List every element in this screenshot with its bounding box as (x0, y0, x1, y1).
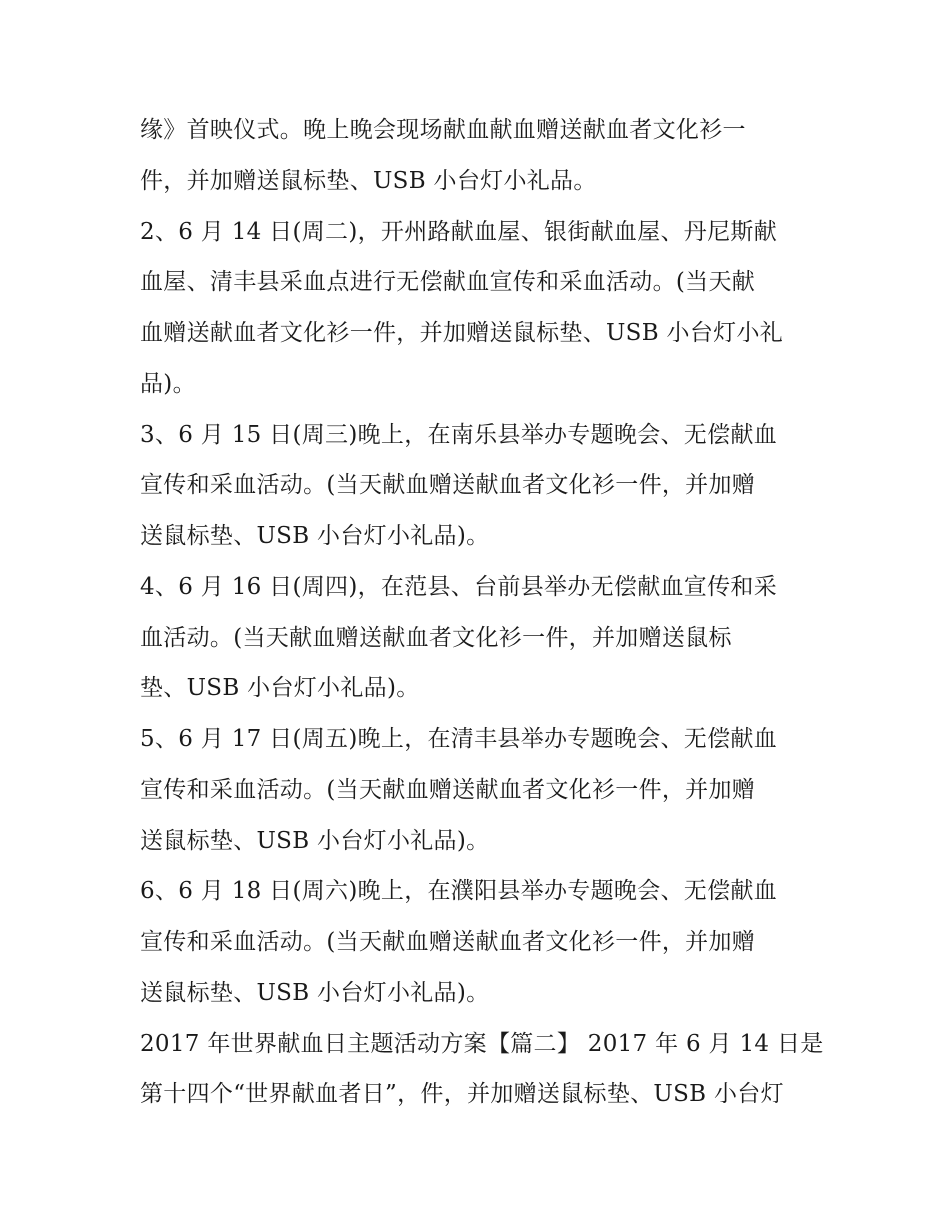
text-line: 送鼠标垫、USB 小台灯小礼品)。 (140, 523, 490, 549)
text-line: 垫、USB 小台灯小礼品)。 (140, 675, 420, 701)
text-line: 送鼠标垫、USB 小台灯小礼品)。 (140, 980, 490, 1006)
text-line: 件，并加赠送鼠标垫、USB 小台灯小礼品。 (140, 168, 597, 194)
text-line: 宣传和采血活动。(当天献血赠送献血者文化衫一件，并加赠 (140, 929, 756, 955)
text-line: 6、6 月 18 日(周六)晚上，在濮阳县举办专题晚会、无偿献血 (140, 878, 778, 904)
text-line: 宣传和采血活动。(当天献血赠送献血者文化衫一件，并加赠 (140, 472, 756, 498)
text-line: 送鼠标垫、USB 小台灯小礼品)。 (140, 828, 490, 854)
text-line: 血赠送献血者文化衫一件，并加赠送鼠标垫、USB 小台灯小礼 (140, 320, 784, 346)
text-line: 缘》首映仪式。晚上晚会现场献血献血赠送献血者文化衫一 (140, 117, 746, 143)
text-line: 5、6 月 17 日(周五)晚上，在清丰县举办专题晚会、无偿献血 (140, 726, 778, 752)
text-line: 第十四个“世界献血者日”，件，并加赠送鼠标垫、USB 小台灯 (140, 1081, 784, 1107)
text-line: 4、6 月 16 日(周四)，在范县、台前县举办无偿献血宣传和采 (140, 574, 778, 600)
text-line: 3、6 月 15 日(周三)晚上，在南乐县举办专题晚会、无偿献血 (140, 422, 778, 448)
text-line: 品)。 (140, 371, 196, 397)
text-line: 宣传和采血活动。(当天献血赠送献血者文化衫一件，并加赠 (140, 777, 756, 803)
text-line: 血屋、清丰县采血点进行无偿献血宣传和采血活动。(当天献 (140, 269, 756, 295)
text-line: 血活动。(当天献血赠送献血者文化衫一件，并加赠送鼠标 (140, 625, 732, 651)
text-line: 2017 年世界献血日主题活动方案【篇二】 2017 年 6 月 14 日是 (140, 1031, 824, 1057)
text-line: 2、6 月 14 日(周二)，开州路献血屋、银街献血屋、丹尼斯献 (140, 219, 778, 245)
